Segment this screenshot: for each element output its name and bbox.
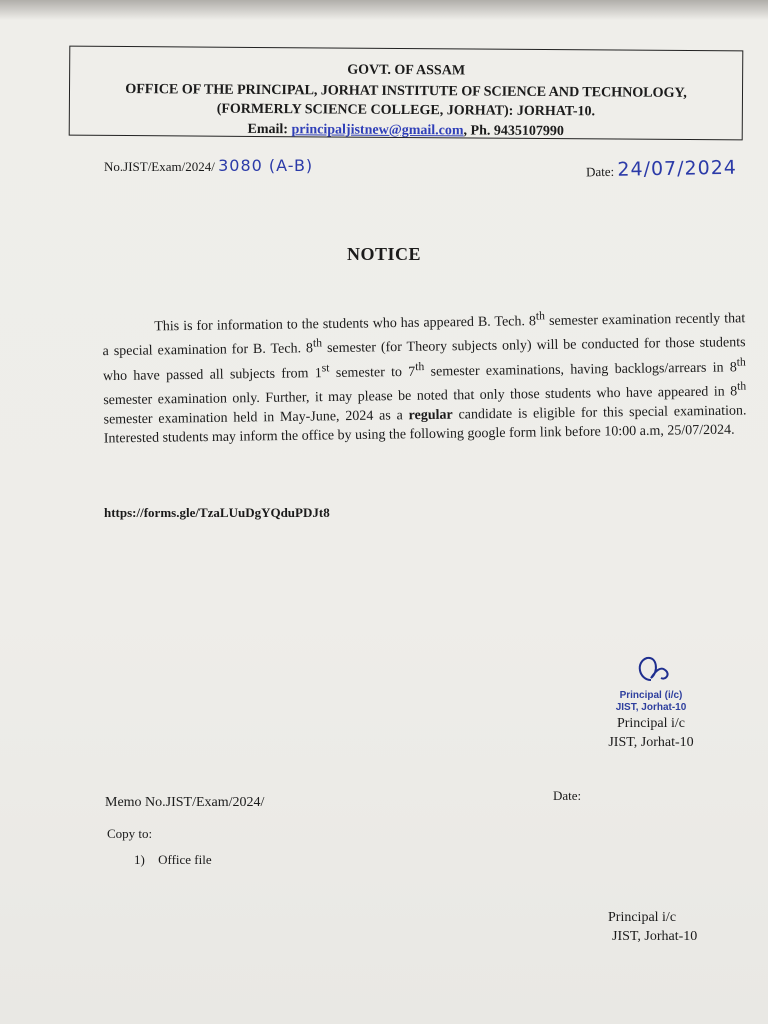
phone-number: , Ph. 9435107990 xyxy=(463,123,564,140)
regular-emphasis: regular xyxy=(408,407,453,424)
email-link[interactable]: principaljistnew@gmail.com xyxy=(291,122,464,139)
letterhead-contact xyxy=(70,119,742,144)
reference-number xyxy=(104,156,313,175)
letterhead-formerly: (FORMERLY SCIENCE COLLEGE, JORHAT): JORHAT-10. xyxy=(216,101,596,120)
notice-date xyxy=(586,157,737,182)
notice-body xyxy=(102,305,747,449)
email-label: Email: xyxy=(247,121,289,138)
copy-to-label: Copy to: xyxy=(107,826,153,841)
date-label: Date: xyxy=(585,163,615,180)
letterhead-govt: GOVT. OF ASSAM xyxy=(347,62,466,79)
memo-date-label: Date: xyxy=(553,788,582,803)
reference-handwritten: 3080 (A-B) xyxy=(218,156,314,175)
copy-item-number: 1) xyxy=(134,852,145,867)
scan-shadow xyxy=(0,0,768,20)
copy-item-text: Office file xyxy=(158,852,212,867)
signatory-org: JIST, Jorhat-10 xyxy=(608,735,694,750)
memo-number: Memo No.JIST/Exam/2024/ xyxy=(105,795,265,810)
reference-prefix: No.JIST/Exam/2024/ xyxy=(104,159,215,174)
notice-paragraph: This is for information to the students who has appeared B. Tech. 8th semester examination recently that a special examination for B. Tech. 8th semester (for Theory subjects only) will be conducted for those students who have passed all subjects from 1st semester to 7th semester examinations, having backlogs/arrears in 8th semester examination only. Further, it may please be noted that only those students who have appeared in 8th semester examination held in May-June, 2024 as a regular candidate is eligible for this special examination. Interested students may inform the office by using the following google form link before 10:00 a.m, 25/07/2024. xyxy=(102,309,747,447)
signature-block-copy xyxy=(608,908,697,946)
letterhead-office: OFFICE OF THE PRINCIPAL, JORHAT INSTITUTE OF SCIENCE AND TECHNOLOGY, xyxy=(125,81,687,101)
signature-mark xyxy=(621,650,681,690)
date-handwritten: 24/07/2024 xyxy=(617,156,738,181)
stamp-title: Principal (i/c) xyxy=(619,690,683,701)
copy-list-item xyxy=(134,852,212,868)
letterhead-box xyxy=(69,46,744,141)
signatory-title-copy: Principal i/c xyxy=(608,910,677,925)
signatory-org-copy: JIST, Jorhat-10 xyxy=(612,929,698,944)
stamp-org: JIST, Jorhat-10 xyxy=(615,702,687,713)
notice-title: NOTICE xyxy=(346,244,421,264)
google-form-link[interactable]: https://forms.gle/TzaLUuDgYQduPDJt8 xyxy=(104,505,330,520)
signature-block xyxy=(586,650,716,752)
signatory-title: Principal i/c xyxy=(616,716,686,731)
